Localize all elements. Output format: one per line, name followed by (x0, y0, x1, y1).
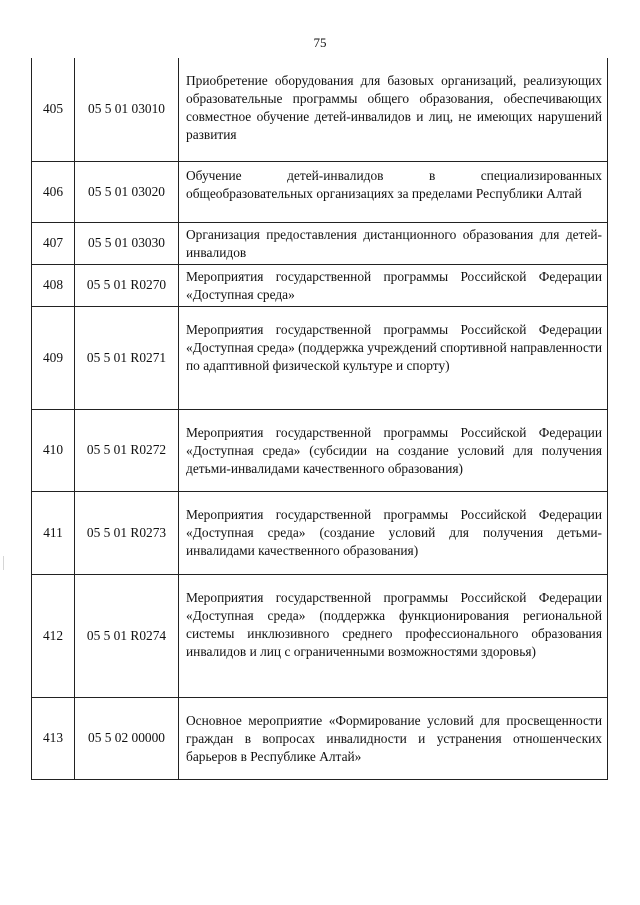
description-cell (179, 574, 608, 697)
description-text: Мероприятия государственной программы Российской Федерации «Доступная среда» (субсидии на создание условий для получения детьми-инвалидами качественного образования) (186, 424, 602, 476)
description-cell (179, 306, 608, 409)
classification-code: 05 5 01 03010 (75, 58, 179, 161)
classification-code: 05 5 01 R0274 (75, 574, 179, 697)
table-row (32, 222, 608, 264)
table-row (32, 491, 608, 574)
description-text: Мероприятия государственной программы Российской Федерации «Доступная среда» (186, 268, 602, 302)
row-number: 413 (32, 697, 75, 779)
description-cell (179, 161, 608, 222)
description-cell (179, 222, 608, 264)
table-row (32, 161, 608, 222)
description-text: Обучение детей-инвалидов в специализированных общеобразовательных организациях за пределами Республики Алтай (186, 167, 602, 201)
description-cell (179, 409, 608, 491)
page-number: 75 (313, 35, 327, 50)
row-number: 408 (32, 264, 75, 306)
table-row (32, 306, 608, 409)
description-text: Мероприятия государственной программы Российской Федерации «Доступная среда» (создание условий для получения детьми-инвалидами качественного образования) (186, 506, 602, 558)
classification-code: 05 5 01 03030 (75, 222, 179, 264)
description-cell (179, 264, 608, 306)
classification-code: 05 5 02 00000 (75, 697, 179, 779)
row-number: 412 (32, 574, 75, 697)
description-cell (179, 697, 608, 779)
classification-code: 05 5 01 R0273 (75, 491, 179, 574)
description-text: Приобретение оборудования для базовых организаций, реализующих образовательные программы общего образования, обеспечивающих совместное обучение детей-инвалидов и лиц, не имеющих нарушений развития (186, 73, 602, 142)
row-number: 410 (32, 409, 75, 491)
row-number: 411 (32, 491, 75, 574)
description-cell (179, 58, 608, 161)
classification-code: 05 5 01 R0270 (75, 264, 179, 306)
row-number: 409 (32, 306, 75, 409)
row-number: 407 (32, 222, 75, 264)
budget-classification-table (31, 58, 608, 780)
table-row (32, 264, 608, 306)
description-text: Мероприятия государственной программы Российской Федерации «Доступная среда» (поддержка учреждений спортивной направленности по адаптивной физической культуре и спорту) (186, 321, 602, 373)
description-text: Организация предоставления дистанционного образования для детей-инвалидов (186, 226, 602, 260)
classification-code: 05 5 01 03020 (75, 161, 179, 222)
classification-code: 05 5 01 R0271 (75, 306, 179, 409)
scan-margin-mark (3, 556, 4, 570)
table-row (32, 574, 608, 697)
table-row (32, 58, 608, 161)
row-number: 405 (32, 58, 75, 161)
description-text: Мероприятия государственной программы Российской Федерации «Доступная среда» (поддержка функционирования региональной системы инклюзивного среднего профессионального образования инвалидов и лиц с ограниченными возможностями здоровья) (186, 589, 602, 659)
description-cell (179, 491, 608, 574)
table-row (32, 409, 608, 491)
description-text: Основное мероприятие «Формирование условий для просвещенности граждан в вопросах инвалидности и устранения отношенческих барьеров в Республике Алтай» (186, 712, 602, 764)
table-row (32, 697, 608, 779)
classification-code: 05 5 01 R0272 (75, 409, 179, 491)
row-number: 406 (32, 161, 75, 222)
